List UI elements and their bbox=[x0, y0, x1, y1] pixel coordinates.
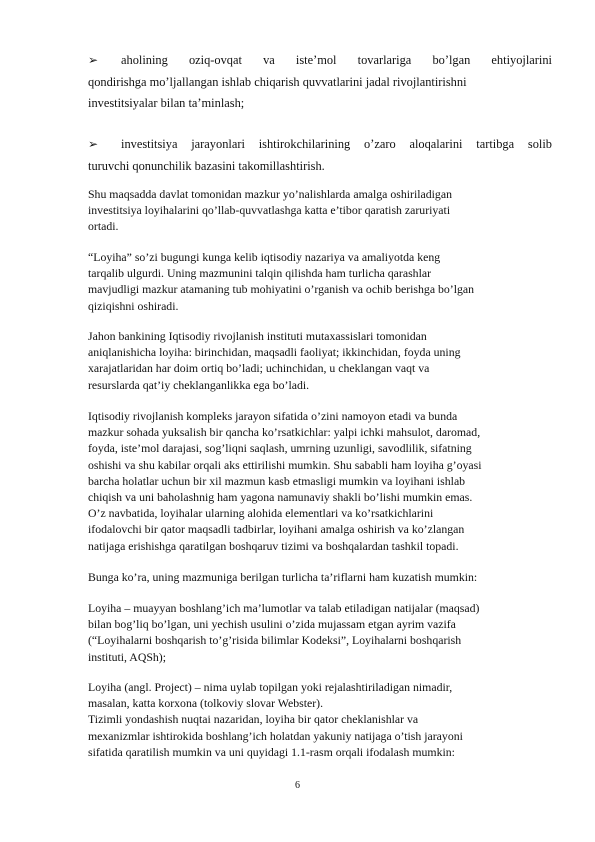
paragraph-1 bbox=[88, 186, 554, 235]
page-number: 6 bbox=[295, 780, 300, 791]
paragraph-line: investitsiya loyihalarini qo’llab-quvvatlashga katta e’tibor qaratish zaruriyati bbox=[88, 203, 451, 218]
paragraph-line: sifatida qaratilish mumkin va uni quyidagi 1.1-rasm orqali ifodalash mumkin: bbox=[88, 744, 455, 759]
paragraph-line: Jahon bankining Iqtisodiy rivojlanish instituti mutaxassislari tomonidan bbox=[88, 329, 427, 343]
paragraph-line: (“Loyihalarni boshqarish to’g’risida bilimlar Kodeksi”, Loyihalarni boshqarish bbox=[88, 633, 462, 648]
paragraph-line: mexanizmlar ishtirokida boshlang’ich holatdan yakuniy natijaga o’tish jarayoni bbox=[88, 728, 463, 743]
paragraph-line: xarajatlaridan har doim ortiq bo’ladi; uchinchidan, u cheklangan vaqt va bbox=[88, 361, 430, 376]
bullet-1-line-1: aholining oziq-ovqat va iste’mol tovarlariga bo’lgan ehtiyojlarini bbox=[121, 53, 552, 67]
paragraph-2 bbox=[88, 249, 554, 314]
paragraph-line: foyda, iste’mol darajasi, sog’liqni saqlash, umrning uzunligi, savodlilik, sifatning bbox=[88, 441, 472, 456]
paragraph-line: mavjudligi mazkur atamaning tub mohiyatini o’rganish va ochib berishga bo’lgan bbox=[88, 282, 475, 297]
paragraph-line: qiziqishni oshiradi. bbox=[88, 298, 179, 313]
paragraph-line: Loyiha (angl. Project) – nima uylab topilgan yoki rejalashtiriladigan nimadir, bbox=[88, 680, 453, 694]
bullet-item-2 bbox=[88, 134, 552, 177]
paragraph-3 bbox=[88, 328, 554, 393]
paragraph-line: aniqlanishicha loyiha: birinchidan, maqsadli faoliyat; ikkinchidan, foyda uning bbox=[88, 345, 461, 360]
paragraph-7 bbox=[88, 679, 554, 760]
paragraph-line: Iqtisodiy rivojlanish kompleks jarayon sifatida o’zini namoyon etadi va bunda bbox=[88, 409, 458, 423]
paragraph-line: Loyiha – muayyan boshlang’ich ma’lumotlar va talab etiladigan natijalar (maqsad) bbox=[88, 601, 480, 615]
arrow-bullet-icon: ➢ bbox=[88, 53, 99, 67]
paragraph-line: bilan bog’liq bo’lgan, uni yechish usulini o’zida mujassam etgan ayrim vazifa bbox=[88, 617, 456, 632]
paragraph-line: ifodalovchi bir qator maqsadli tadbirlar, loyihani amalga oshirish va ko’zlangan bbox=[88, 522, 465, 537]
paragraph-line: O’z navbatida, loyihalar ularning alohida elementlari va ko’rsatkichlarini bbox=[88, 506, 434, 521]
paragraph-line: “Loyiha” so’zi bugungi kunga kelib iqtisodiy nazariya va amaliyotda keng bbox=[88, 250, 441, 264]
bullet-2-line-1: investitsiya jarayonlari ishtirokchilarining o’zaro aloqalarini tartibga solib bbox=[121, 137, 552, 151]
paragraph-line: instituti, AQSh); bbox=[88, 649, 167, 664]
bullet-item-1 bbox=[88, 50, 552, 115]
paragraph-line: ortadi. bbox=[88, 219, 119, 234]
bullet-1-line-3: investitsiyalar bilan ta’minlash; bbox=[88, 96, 245, 110]
paragraph-4 bbox=[88, 408, 554, 554]
paragraph-line: natijaga erishishga qaratilgan boshqaruv tizimi va boshqalardan tashkil topadi. bbox=[88, 538, 459, 553]
paragraph-6 bbox=[88, 600, 554, 665]
paragraph-line: Tizimli yondashish nuqtai nazaridan, loyiha bir qator cheklanishlar va bbox=[88, 712, 419, 727]
paragraph-line: masalan, katta korxona (tolkoviy slovar Webster). bbox=[88, 696, 324, 711]
paragraph-line: tarqalib ulgurdi. Uning mazmunini talqin qilishda ham turlicha qarashlar bbox=[88, 266, 432, 281]
paragraph-line: resurslarda qat’iy cheklanganlikka ega bo’ladi. bbox=[88, 377, 310, 392]
paragraph-line: chiqish va uni baholashnig ham yagona namunaviy shakli bo’lishi mumkin emas. bbox=[88, 490, 473, 505]
paragraph-line: Bunga ko’ra, uning mazmuniga berilgan turlicha ta’riflarni ham kuzatish mumkin: bbox=[88, 570, 478, 584]
bullet-1-line-2: qondirishga mo’ljallangan ishlab chiqarish quvvatlarini jadal rivojlantirishni bbox=[88, 74, 467, 89]
paragraph-line: mazkur sohada yuksalish bir qancha ko’rsatkichlar: yalpi ichki mahsulot, daromad, bbox=[88, 425, 481, 440]
arrow-bullet-icon: ➢ bbox=[88, 137, 99, 151]
paragraph-5 bbox=[88, 569, 554, 585]
paragraph-line: Shu maqsadda davlat tomonidan mazkur yo’nalishlarda amalga oshiriladigan bbox=[88, 187, 452, 201]
paragraph-line: barcha holatlar uchun bir xil mazmun kasb etmasligi mumkin va loyihani ishlab bbox=[88, 473, 466, 488]
paragraph-line: oshishi va shu kabilar orqali aks ettirilishi mumkin. Shu sababli ham loyiha g’oyasi bbox=[88, 457, 482, 472]
bullet-2-line-2: turuvchi qonunchilik bazasini takomillashtirish. bbox=[88, 158, 325, 173]
